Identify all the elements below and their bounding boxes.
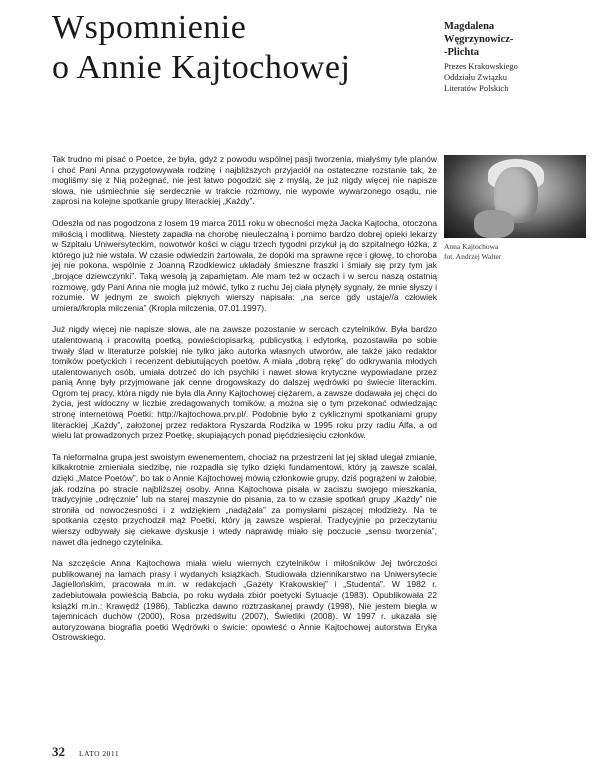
paragraph: Na szczęście Anna Kajtochowa miała wielu wiernych czytelników i miłośników Jej twórczości publikowanej na łamach prasy i wydanych książkach. Studiowała dziennikarstwo na Uniwersytecie Jagiellońskim, pracowała m.in. w redakcjach „Gazety Krakowskiej” i „Studenta”. W 1982 r. zadebiutowała powieścią Babcia, po roku wydała zbiór poetycki Sytuacje (1983). Opublikowała 22 książki m.in.: Krawędź (1986), Tabliczka dawno roztrzaskanej prawdy (1998), Nie jestem biegła w tajemnicach duchów (2000), Rosa przedświtu (2007), Świetliki (2008). W 1997 r. ukazała się autoryzowana biografia poetki Wędrówki o świcie: opowieść o Annie Kajtochowej autorstwa Eryka Ostrowskiego. xyxy=(52,558,437,643)
photo-hand-shape xyxy=(474,210,514,238)
author-role-line-3: Literatów Polskich xyxy=(444,83,509,93)
paragraph: Już nigdy więcej nie napisze słowa, ale na zawsze pozostanie w sercach czytelników. Była bardzo utalentowaną i pracowitą poetką, powieściopisarką, publicystką i edytorką, pozostawiła po sobie trwały ślad w literaturze polskiej nie tylko jako autorka własnych utworów, ale także jako redaktor tomików poetyckich i recenzent debiutujących poetów. A miała „dobrą rękę” do odkrywania młodych utalentowanych osób, umiała dotrzeć do ich psychiki i nawet słowa krytyczne wypowiadane przez panią Annę były przyjmowane jak cenne drogowskazy do dalszej wędrówki po świecie literackim. Ogrom tej pracy, która nigdy nie była dla Anny Kajtochowej ciężarem, a zawsze dodawała jej chęci do życia, jest widoczny w liczbie zredagowanych tomików, a można się o tym przekonać odwiedzając stronę internetową Poetki: http://kajtochowa.prv.pl/. Podobnie było z cyklicznymi spotkaniami grupy literackiej „Każdy”, założonej przez redaktora Ryszarda Rodzika w 1995 roku przy radiu Alfa, a od wielu lat prowadzonych przez Poetkę, skupiających ponad pięćdziesięciu członków. xyxy=(52,324,437,441)
title-line-2: o Annie Kajtochowej xyxy=(52,49,351,86)
paragraph: Odeszła od nas pogodzona z losem 19 marca 2011 roku w obecności męża Jacka Kajtocha, otoczona miłością i modlitwą. Niestety zapadła na chorobę nieuleczalną i pomimo bardzo dobrej opieki lekarzy w Szpitalu Uniwersyteckim, nowotwór kości w ciągu trzech tygodni przykuł ją do szpitalnego łóżka, z którego już nie wstała. W czasie odwiedzin żartowała, że dopóki ma sprawne ręce i głowę, to choroba jej nie pokona, wspólnie z Joanną Rzodkiewicz układały śmieszne fraszki i śmiały się przy tym jak „brojące dziewczynki”. Taką wesołą ją zapamiętam. Ale mam też w oczach i w sercu naszą ostatnią rozmowę, gdy Pani Anna nie mogła już mówić, tylko z ruchu Jej ciała płynęły sygnały, że mnie słyszy i rozumie. W jednym ze swoich pięknych wierszy napisała: „na serce gdy ustaje//a człowiek umiera//kropla milczenia” (Kropla milczenia, 07.01.1997). xyxy=(52,217,437,313)
author-role xyxy=(444,61,584,94)
issue-label: LATO 2011 xyxy=(79,749,120,758)
page-number: 32 xyxy=(52,744,65,759)
article-body xyxy=(52,154,437,654)
paragraph: Tak trudno mi pisać o Poetce, że była, gdyż z powodu wspólnej pasji tworzenia, miałyśmy tyle planów i choć Pani Anna przygotowywała rodzinę i najbliższych przyjaciół na ostateczne rozstanie tak, że mogliśmy się z Nią pożegnać, nie jest łatwo pogodzić się z myślą, że już nigdy więcej nie napisze słowa, nie uśmiechnie się serdecznie w trakcie rozmowy, nie wypowie wywarzonego osądu, nie zaprosi na kolejne spotkanie grupy literackiej „Każdy”. xyxy=(52,154,437,207)
author-name-line-1: Magdalena xyxy=(444,21,495,32)
photo-caption xyxy=(444,242,586,262)
title-line-1: Wspomnienie xyxy=(52,9,247,46)
author-name xyxy=(444,20,584,59)
author-role-line-1: Prezes Krakowskiego xyxy=(444,61,518,71)
caption-credit: fot. Andrzej Walter xyxy=(444,252,502,261)
author-name-line-3: -Plichta xyxy=(444,47,479,58)
article-title xyxy=(52,8,437,88)
author-role-line-2: Oddziału Związku xyxy=(444,72,508,82)
author-name-line-2: Węgrzynowicz- xyxy=(444,34,514,45)
author-block xyxy=(444,20,584,94)
page-footer xyxy=(52,743,119,761)
paragraph: Ta nieformalna grupa jest swoistym ewenementem, chociaż na przestrzeni lat jej skład ulegał zmianie, kilkakrotnie zmieniała siedzibę, nie rozpadła się tylko dzięki fundamentowi, który ją zawsze scalał, dzięki „Matce Poetów”, bo tak o Annie Kajtochowej mówią członkowie grupy, dziś pogrążeni w żałobie, jak rodzina po stracie najbliższej osoby. Anna Kajtochowa pisała w zaciszu swojego mieszkania, tradycyjnie „odręcznie” lub na starej maszynie do pisania, za to w czasie spotkań grupy „Każdy” nie stroniła od nowoczesności i z wdziękiem „nadążała” za pomysłami piszącej młodzieży. Na te spotkania często przychodził mąż Poetki, który ją zawsze wspierał. Tradycyjnie po przeczytaniu wierszy odbywały się ciekawe dyskusje i wtedy naprawdę miało się poczucie „sensu tworzenia”, nawet dla jednego czytelnika. xyxy=(52,451,437,547)
portrait-photo xyxy=(444,155,586,238)
caption-name: Anna Kajtochowa xyxy=(444,242,499,251)
